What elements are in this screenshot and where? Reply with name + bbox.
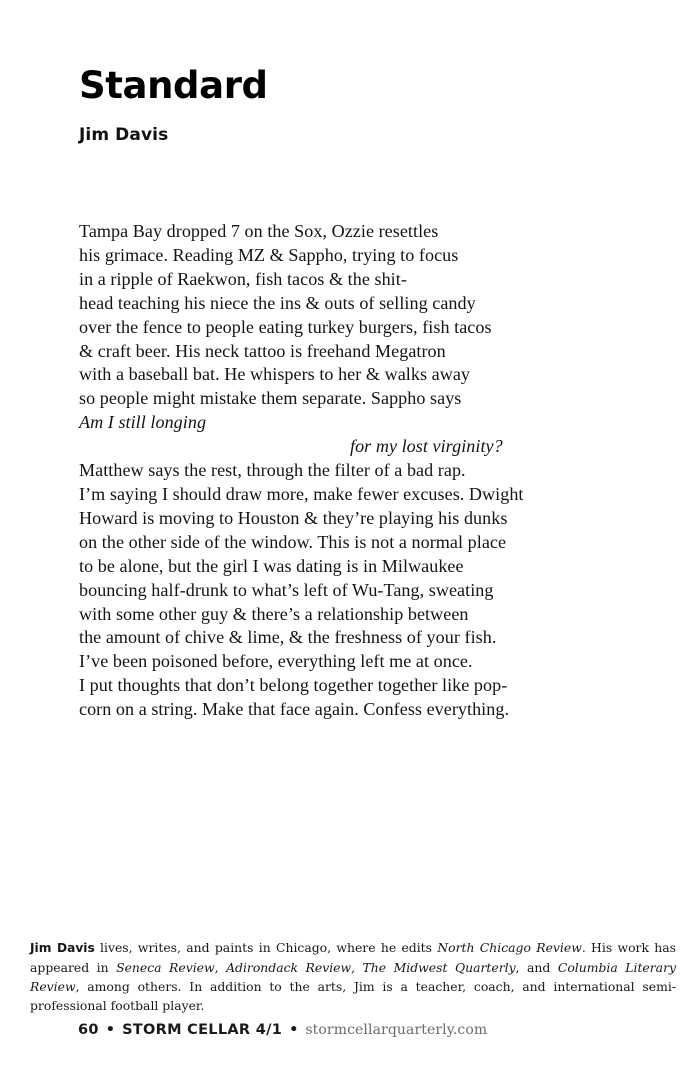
poem-line: over the fence to people eating turkey burgers, fish tacos	[79, 316, 492, 337]
bio-journal-north-chicago-review: North Chicago Review	[437, 940, 582, 955]
page-footer	[78, 1022, 487, 1038]
bio-journal-midwest-quarterly: The Midwest Quarterly	[362, 960, 516, 975]
author-byline: Jim Davis	[79, 125, 169, 145]
poem-line: to be alone, but the girl I was dating is in Milwaukee	[79, 555, 464, 576]
bio-text-5: , and	[515, 960, 558, 975]
bio-journal-adirondack-review: Adirondack Review	[226, 960, 352, 975]
poem-line: so people might mistake them separate. Sappho says	[79, 388, 462, 409]
page-title: Standard	[79, 64, 268, 107]
poem-line: Tampa Bay dropped 7 on the Sox, Ozzie resettles	[79, 221, 439, 241]
poem-line: Matthew says the rest, through the filter of a bad rap.	[79, 460, 466, 481]
poem-line: in a ripple of Raekwon, fish tacos & the shit-	[79, 268, 407, 289]
bio-text-6: , among others. In addition to the arts, Jim is a teacher, coach, and international semi-professional football player.	[30, 979, 676, 1013]
contributor-bio	[30, 938, 676, 1015]
publication-name: STORM CELLAR 4/1	[122, 1022, 283, 1038]
poem-line: bouncing half-drunk to what’s left of Wu-Tang, sweating	[79, 579, 494, 600]
poem-line: for my lost virginity?	[350, 436, 503, 457]
poem-line: corn on a string. Make that face again. Confess everything.	[79, 699, 510, 720]
bio-text-4: ,	[351, 960, 363, 975]
bio-text-3: ,	[214, 960, 227, 975]
bio-journal-columbia-literary-review: Columbia Literary Review	[30, 960, 676, 994]
poem-body	[79, 220, 679, 722]
poem-line: I’m saying I should draw more, make fewer excuses. Dwight	[79, 483, 524, 504]
poem-line: head teaching his niece the ins & outs of selling candy	[79, 292, 476, 313]
poem-line: on the other side of the window. This is not a normal place	[79, 531, 507, 552]
poem-line: with some other guy & there’s a relationship between	[79, 603, 469, 624]
poem-line: I put thoughts that don’t belong together together like pop-	[79, 675, 508, 696]
poem-line: with a baseball bat. He whispers to her & walks away	[79, 364, 471, 385]
poem-line: his grimace. Reading MZ & Sappho, trying to focus	[79, 244, 459, 265]
publication-url: stormcellarquarterly.com	[305, 1022, 488, 1038]
poem-line: I’ve been poisoned before, everything left me at once.	[79, 651, 473, 672]
bio-text-2: . His work has appeared in	[30, 940, 676, 975]
bio-journal-seneca-review: Seneca Review	[116, 960, 215, 975]
poem-line: the amount of chive & lime, & the freshness of your fish.	[79, 627, 497, 648]
title-block	[79, 64, 639, 146]
poem-line: & craft beer. His neck tattoo is freehand Megatron	[79, 340, 446, 361]
bio-author-name: Jim Davis	[30, 941, 95, 955]
bio-text-1: lives, writes, and paints in Chicago, where he edits	[94, 940, 438, 955]
poem-line: Howard is moving to Houston & they’re playing his dunks	[79, 507, 508, 528]
footer-separator-1: •	[105, 1022, 116, 1038]
page-number: 60	[78, 1022, 99, 1038]
poem-line: Am I still longing	[79, 412, 207, 433]
footer-separator-2: •	[289, 1022, 299, 1038]
